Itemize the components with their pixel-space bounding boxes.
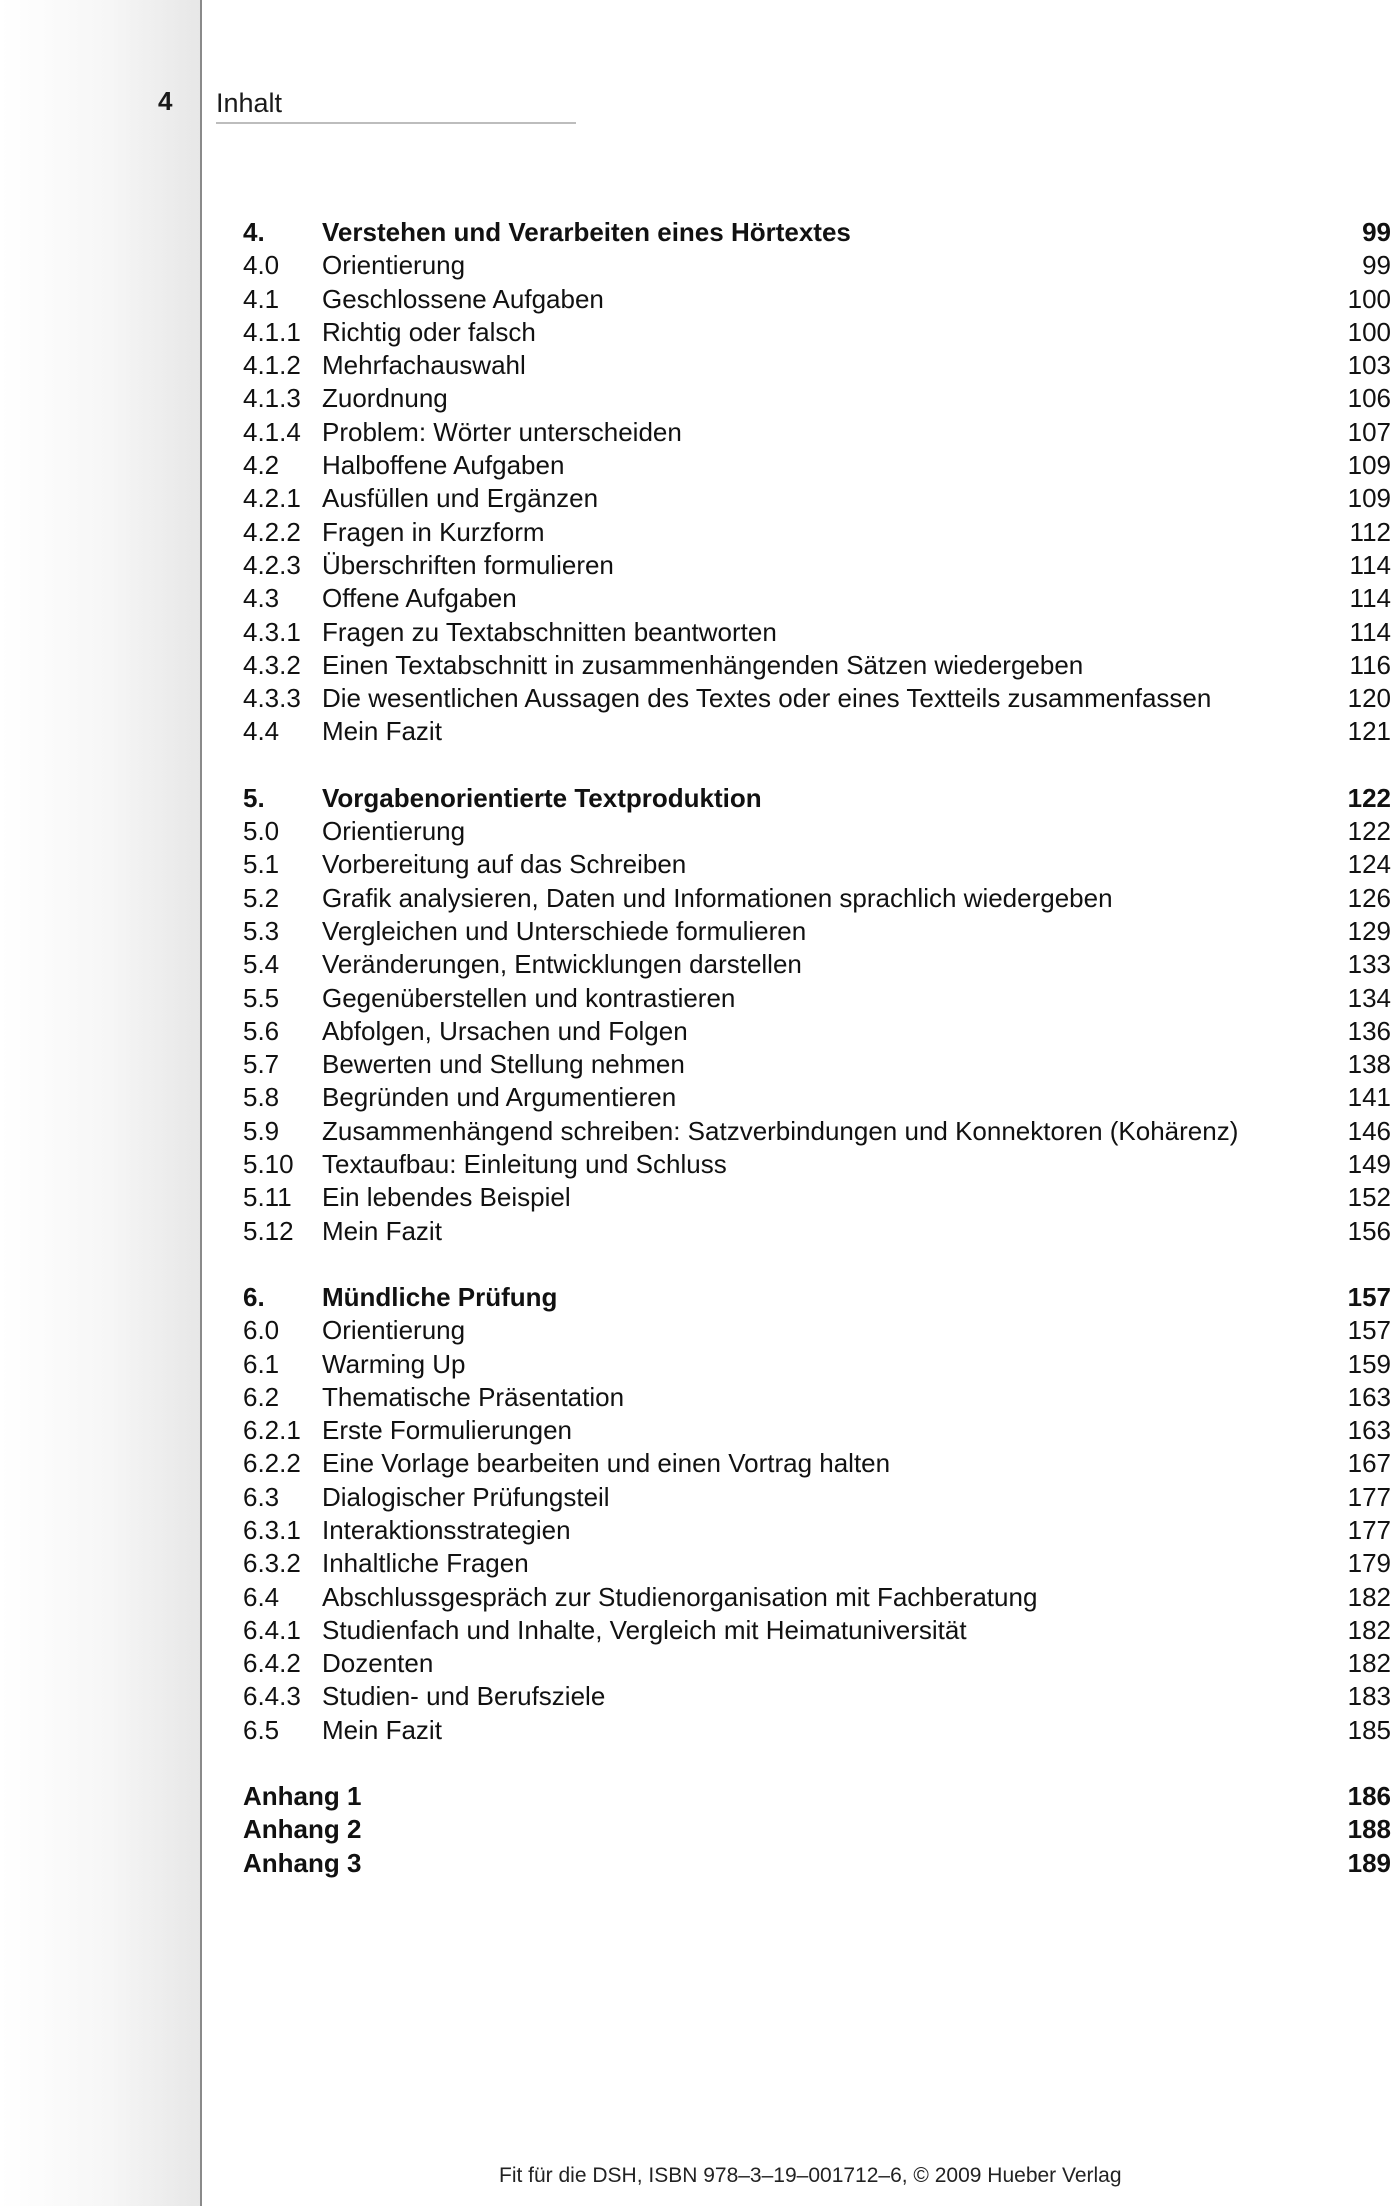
toc-chapter <box>243 1281 1391 1747</box>
toc-entry-page: 109 <box>1347 450 1391 481</box>
toc-entry-page: 100 <box>1347 316 1391 347</box>
toc-entry <box>243 649 1391 682</box>
toc-entry-title: Fragen zu Textabschnitten beantworten <box>322 616 777 647</box>
toc-entry-title: Einen Textabschnitt in zusammenhängenden Sätzen wiedergeben <box>322 649 1084 680</box>
page-footer: Fit für die DSH, ISBN 978–3–19–001712–6, © 2009 Hueber Verlag <box>499 2164 1122 2187</box>
toc-entry-page: 133 <box>1347 949 1391 980</box>
toc-entry-title: Richtig oder falsch <box>322 316 536 347</box>
toc-entry-number: 6.5 <box>243 1714 280 1745</box>
toc-entry-title: Anhang 1 <box>243 1781 362 1812</box>
toc-entry-page: 141 <box>1347 1082 1391 1113</box>
toc-entry-page: 129 <box>1347 915 1391 946</box>
toc-chapter-heading <box>243 1281 1391 1314</box>
toc-entry <box>243 915 1391 948</box>
toc-entry-title: Textaufbau: Einleitung und Schluss <box>322 1149 727 1180</box>
toc-entry-title: Mein Fazit <box>322 716 442 747</box>
toc-entry-number: 5.4 <box>243 949 280 980</box>
toc-entry <box>243 1680 1391 1713</box>
table-of-contents <box>243 216 1391 1880</box>
toc-entry-page: 99 <box>1362 217 1391 247</box>
toc-entry-title: Abfolgen, Ursachen und Folgen <box>322 1015 688 1046</box>
toc-chapter-heading <box>243 1847 1391 1880</box>
toc-entry <box>243 815 1391 848</box>
toc-entry-number: 5.10 <box>243 1149 294 1180</box>
toc-entry-number: 5.8 <box>243 1082 280 1113</box>
toc-entry-page: 103 <box>1347 350 1391 381</box>
toc-entry-title: Anhang 3 <box>243 1847 362 1878</box>
toc-entry <box>243 1614 1391 1647</box>
toc-entry-page: 121 <box>1347 716 1391 747</box>
toc-entry-number: 5.11 <box>243 1182 292 1213</box>
toc-entry <box>243 449 1391 482</box>
running-header: Inhalt <box>216 88 576 124</box>
toc-entry-title: Erste Formulierungen <box>322 1415 572 1446</box>
toc-entry-page: 126 <box>1347 882 1391 913</box>
toc-entry-page: 177 <box>1347 1481 1391 1512</box>
toc-entry-number: 4.3.3 <box>243 683 301 714</box>
toc-entry-number: 4.1.3 <box>243 383 301 414</box>
toc-entry-page: 182 <box>1347 1581 1391 1612</box>
toc-entry <box>243 616 1391 649</box>
toc-entry-title: Studien- und Berufsziele <box>322 1681 606 1712</box>
toc-entry-number: 5.2 <box>243 882 280 913</box>
toc-entry <box>243 1414 1391 1447</box>
toc-entry <box>243 715 1391 748</box>
toc-entry-title: Dialogischer Prüfungsteil <box>322 1481 610 1512</box>
toc-chapter-heading <box>243 1813 1391 1846</box>
toc-entry <box>243 982 1391 1015</box>
toc-entry-title: Fragen in Kurzform <box>322 516 545 547</box>
toc-entry-number: 5.7 <box>243 1049 280 1080</box>
toc-entry-title: Die wesentlichen Aussagen des Textes oder eines Textteils zusammenfassen <box>322 683 1212 714</box>
toc-entry-number: 4.2.2 <box>243 516 301 547</box>
toc-entry-title: Mein Fazit <box>322 1215 442 1246</box>
toc-entry-title: Eine Vorlage bearbeiten und einen Vortrag halten <box>322 1448 891 1479</box>
toc-entry-title: Veränderungen, Entwicklungen darstellen <box>322 949 802 980</box>
toc-entry <box>243 1148 1391 1181</box>
toc-entry-page: 182 <box>1347 1648 1391 1679</box>
toc-entry <box>243 1647 1391 1680</box>
toc-entry <box>243 516 1391 549</box>
toc-entry-page: 120 <box>1347 683 1391 714</box>
toc-entry <box>243 416 1391 449</box>
toc-entry-number: 6.4.3 <box>243 1681 301 1712</box>
toc-entry-title: Überschriften formulieren <box>322 549 614 580</box>
toc-entry <box>243 1581 1391 1614</box>
toc-entry-page: 134 <box>1347 982 1391 1013</box>
toc-appendix <box>243 1780 1391 1880</box>
toc-entry-number: 4.1.4 <box>243 416 301 447</box>
toc-entry <box>243 848 1391 881</box>
toc-entry-number: 5.1 <box>243 849 280 880</box>
toc-entry-page: 159 <box>1347 1348 1391 1379</box>
toc-entry-page: 152 <box>1347 1182 1391 1213</box>
toc-chapter <box>243 782 1391 1248</box>
toc-entry-title: Inhaltliche Fragen <box>322 1548 529 1579</box>
toc-chapter-heading <box>243 1780 1391 1813</box>
toc-entry-title: Bewerten und Stellung nehmen <box>322 1049 685 1080</box>
toc-chapter <box>243 216 1391 749</box>
toc-entry-title: Interaktionsstrategien <box>322 1514 571 1545</box>
toc-entry-number: 6. <box>243 1281 265 1312</box>
toc-entry <box>243 1381 1391 1414</box>
toc-entry-number: 6.0 <box>243 1315 280 1346</box>
toc-entry <box>243 249 1391 282</box>
toc-entry <box>243 482 1391 515</box>
toc-entry-page: 100 <box>1347 283 1391 314</box>
toc-entry <box>243 682 1391 715</box>
toc-entry-number: 5.6 <box>243 1015 280 1046</box>
toc-entry <box>243 1181 1391 1214</box>
toc-entry-page: 149 <box>1347 1149 1391 1180</box>
toc-entry-title: Warming Up <box>322 1348 466 1379</box>
toc-entry-title: Offene Aufgaben <box>322 583 517 614</box>
toc-entry <box>243 549 1391 582</box>
toc-entry-number: 6.3.1 <box>243 1514 301 1545</box>
toc-entry <box>243 316 1391 349</box>
toc-entry <box>243 1714 1391 1747</box>
toc-entry-number: 6.2.1 <box>243 1415 301 1446</box>
toc-entry-page: 122 <box>1347 816 1391 847</box>
toc-entry-title: Zusammenhängend schreiben: Satzverbindungen und Konnektoren (Kohärenz) <box>322 1115 1239 1146</box>
toc-chapter-heading <box>243 782 1391 815</box>
toc-entry <box>243 1447 1391 1480</box>
toc-entry <box>243 1481 1391 1514</box>
toc-entry <box>243 283 1391 316</box>
toc-entry-title: Anhang 2 <box>243 1814 362 1845</box>
toc-entry-number: 6.4.2 <box>243 1648 301 1679</box>
toc-entry-number: 6.4 <box>243 1581 280 1612</box>
toc-entry-page: 114 <box>1349 616 1391 647</box>
toc-entry-number: 4.4 <box>243 716 280 747</box>
toc-entry-page: 114 <box>1349 583 1391 614</box>
toc-entry-number: 5.0 <box>243 816 280 847</box>
toc-entry-number: 6.2.2 <box>243 1448 301 1479</box>
toc-entry <box>243 948 1391 981</box>
toc-entry <box>243 1015 1391 1048</box>
toc-entry-number: 4.1.2 <box>243 350 301 381</box>
toc-entry-title: Dozenten <box>322 1648 434 1679</box>
toc-entry-number: 4.2.3 <box>243 549 301 580</box>
toc-entry-title: Thematische Präsentation <box>322 1381 625 1412</box>
toc-entry-page: 99 <box>1362 250 1391 281</box>
toc-entry-page: 114 <box>1349 549 1391 580</box>
toc-entry-title: Vorbereitung auf das Schreiben <box>322 849 687 880</box>
toc-entry-title: Orientierung <box>322 1315 466 1346</box>
toc-entry <box>243 1215 1391 1248</box>
toc-entry <box>243 1048 1391 1081</box>
toc-entry-title: Ausfüllen und Ergänzen <box>322 483 599 514</box>
toc-entry <box>243 882 1391 915</box>
toc-entry-number: 4.2.1 <box>243 483 301 514</box>
toc-entry-number: 6.2 <box>243 1381 280 1412</box>
toc-entry-title: Orientierung <box>322 816 466 847</box>
toc-entry-page: 124 <box>1347 849 1391 880</box>
toc-entry-page: 157 <box>1347 1281 1391 1312</box>
toc-entry-page: 179 <box>1347 1548 1391 1579</box>
toc-entry-page: 138 <box>1347 1049 1391 1080</box>
toc-entry-number: 4.3.2 <box>243 649 301 680</box>
toc-chapter-heading <box>243 216 1391 249</box>
toc-entry <box>243 1348 1391 1381</box>
toc-entry-title: Mehrfachauswahl <box>322 350 526 381</box>
toc-entry-page: 136 <box>1347 1015 1391 1046</box>
toc-entry-page: 156 <box>1347 1215 1391 1246</box>
toc-entry-page: 163 <box>1347 1381 1391 1412</box>
toc-entry-page: 163 <box>1347 1415 1391 1446</box>
toc-entry-number: 6.4.1 <box>243 1614 301 1645</box>
toc-entry-page: 107 <box>1347 416 1391 447</box>
toc-entry-page: 167 <box>1347 1448 1391 1479</box>
toc-entry-title: Problem: Wörter unterscheiden <box>322 416 682 447</box>
toc-entry-title: Ein lebendes Beispiel <box>322 1182 571 1213</box>
toc-entry-title: Zuordnung <box>322 383 448 414</box>
toc-entry-title: Studienfach und Inhalte, Vergleich mit Heimatuniversität <box>322 1614 967 1645</box>
toc-entry-title: Begründen und Argumentieren <box>322 1082 677 1113</box>
toc-entry-title: Halboffene Aufgaben <box>322 450 565 481</box>
toc-entry-number: 5.3 <box>243 915 280 946</box>
toc-entry-title: Vorgabenorientierte Textproduktion <box>322 782 762 813</box>
toc-entry-number: 5.9 <box>243 1115 280 1146</box>
toc-entry-number: 4.1 <box>243 283 280 314</box>
toc-entry <box>243 1115 1391 1148</box>
toc-entry-number: 6.3.2 <box>243 1548 301 1579</box>
toc-entry-title: Abschlussgespräch zur Studienorganisation mit Fachberatung <box>322 1581 1038 1612</box>
toc-entry <box>243 349 1391 382</box>
toc-entry <box>243 382 1391 415</box>
toc-entry-page: 177 <box>1347 1514 1391 1545</box>
page-margin-strip <box>0 0 202 2206</box>
toc-entry-page: 122 <box>1347 782 1391 813</box>
toc-entry-title: Geschlossene Aufgaben <box>322 283 604 314</box>
toc-entry-number: 4.3.1 <box>243 616 301 647</box>
toc-entry-page: 146 <box>1347 1115 1391 1146</box>
toc-entry-title: Orientierung <box>322 250 466 281</box>
toc-entry-number: 4.2 <box>243 450 280 481</box>
toc-entry-page: 182 <box>1347 1614 1391 1645</box>
toc-entry-number: 5.5 <box>243 982 280 1013</box>
toc-entry-page: 183 <box>1347 1681 1391 1712</box>
toc-entry-page: 112 <box>1349 516 1391 547</box>
toc-entry-number: 5. <box>243 782 265 813</box>
toc-entry-number: 4. <box>243 217 265 247</box>
toc-entry-title: Grafik analysieren, Daten und Informationen sprachlich wiedergeben <box>322 882 1113 913</box>
toc-entry-page: 106 <box>1347 383 1391 414</box>
toc-entry-number: 5.12 <box>243 1215 294 1246</box>
toc-entry-title: Mündliche Prüfung <box>322 1281 558 1312</box>
toc-entry-number: 4.1.1 <box>243 316 301 347</box>
toc-entry-page: 186 <box>1347 1781 1391 1812</box>
toc-entry-number: 6.1 <box>243 1348 280 1379</box>
toc-entry-page: 157 <box>1347 1315 1391 1346</box>
toc-entry-page: 185 <box>1347 1714 1391 1745</box>
toc-entry-title: Mein Fazit <box>322 1714 442 1745</box>
toc-entry-page: 189 <box>1347 1847 1391 1878</box>
toc-entry-title: Gegenüberstellen und kontrastieren <box>322 982 736 1013</box>
toc-entry-number: 4.0 <box>243 250 280 281</box>
toc-entry-page: 188 <box>1347 1814 1391 1845</box>
toc-entry-page: 116 <box>1349 649 1391 680</box>
toc-entry-number: 6.3 <box>243 1481 280 1512</box>
toc-entry <box>243 1514 1391 1547</box>
toc-entry <box>243 1314 1391 1347</box>
page-number: 4 <box>158 86 173 116</box>
toc-entry <box>243 1081 1391 1114</box>
toc-entry-title: Verstehen und Verarbeiten eines Hörtextes <box>322 217 851 247</box>
toc-entry <box>243 582 1391 615</box>
toc-entry-number: 4.3 <box>243 583 280 614</box>
toc-entry-page: 109 <box>1347 483 1391 514</box>
toc-entry <box>243 1547 1391 1580</box>
toc-entry-title: Vergleichen und Unterschiede formulieren <box>322 915 807 946</box>
